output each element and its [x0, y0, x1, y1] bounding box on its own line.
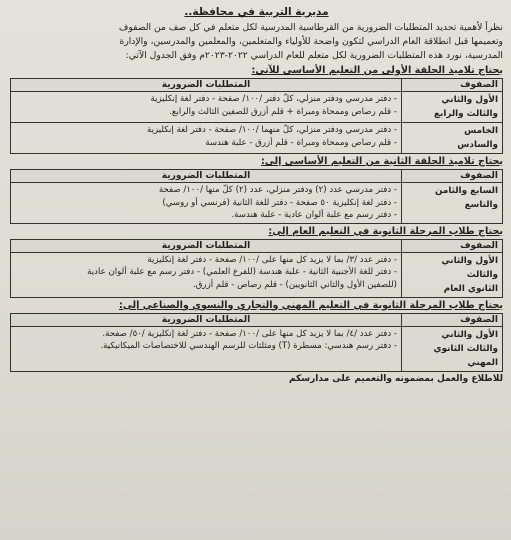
intro-paragraph	[10, 21, 503, 63]
section-title: يحتاج طلاب المرحلة الثانوية في التعليم المهني والتجاري والنسوي والصناعي إلى:	[118, 299, 503, 311]
table-row	[11, 252, 503, 297]
table-header-row	[11, 170, 503, 183]
requirement-line: - دفتر مدرسي ودفتر منزلي، كلّ منهما /١٠٠/ صفحة - دفتر لغة إنكليزية	[147, 125, 397, 135]
requirements-cell	[11, 92, 402, 123]
table-header-row	[11, 79, 503, 92]
grade-cell	[402, 252, 503, 297]
intro-line: نظراً لأهمية تحديد المتطلبات الضرورية من القرطاسية المدرسية لكل متعلم في كل صف من الصفوف	[118, 22, 503, 33]
table-row	[11, 326, 503, 371]
requirement-line: - دفتر لغة إنكليزية ٥٠ صفحة - دفتر للغة الثانية (فرنسي أو روسي)	[162, 197, 397, 208]
requirements-table	[10, 78, 503, 154]
document-heading: مديرية التربية في محافظة..	[184, 6, 329, 18]
section-title: يحتاج تلاميذ الحلقة الأولى من التعليم الأساسي للآتي:	[251, 65, 503, 76]
grade-line: والثالث	[466, 269, 498, 280]
column-header-grades: الصفوف	[402, 79, 503, 92]
grade-line: الثانوي العام	[443, 283, 498, 294]
table-header-row	[11, 313, 503, 326]
requirement-line: - دفتر للغة الأجنبية الثانية - علبة هندسة (للفرع العلمي) - دفتر رسم مع علبة ألوان عادية	[87, 267, 397, 277]
grade-line: والثالث والرابع	[434, 109, 498, 119]
grade-line: الأول والثاني	[441, 329, 498, 340]
grade-line: الأول والثاني	[441, 255, 498, 266]
grade-line: والتاسع	[464, 200, 498, 210]
requirements-cell	[11, 123, 402, 154]
grade-cell	[402, 123, 503, 154]
requirement-line: - دفتر رسم هندسي: مسطرة (T) ومثلثات للرسم الهندسي للاختصاصات الميكانيكية.	[100, 341, 397, 351]
section-title: يحتاج طلاب المرحلة الثانوية في التعليم العام إلى:	[268, 225, 503, 237]
table-row	[11, 123, 503, 154]
requirements-table	[10, 239, 503, 298]
requirement-line: - قلم رصاص وممحاة ومبراة + قلم أزرق للصفين الثالث والرابع.	[169, 106, 397, 117]
requirement-line: - دفتر مدرسي عدد (٢) ودفتر منزلي، عدد (٢) كلّ منها /١٠٠/ صفحة	[158, 185, 397, 195]
requirement-line: - دفتر عدد /٤/ بما لا يزيد كل منها على /١٠٠/ صفحة - دفتر لغة إنكليزية /٥٠/ صفحة.	[102, 328, 397, 339]
grade-line: والثالث الثانوي	[433, 343, 498, 354]
requirements-cell	[11, 183, 402, 224]
column-header-requirements: المتطلبات الضرورية	[11, 79, 402, 92]
requirements-table	[10, 313, 503, 372]
requirements-table	[10, 169, 503, 224]
column-header-requirements: المتطلبات الضرورية	[11, 313, 402, 326]
grade-cell	[402, 326, 503, 371]
table-header-row	[11, 239, 503, 252]
grade-cell	[402, 92, 503, 123]
requirement-line: - قلم رصاص وممحاة ومبراة - قلم أزرق - علبة هندسة	[205, 137, 397, 148]
closing-text: للاطلاع والعمل بمضمونه والتعميم على مدارسكم	[288, 373, 503, 384]
column-header-grades: الصفوف	[402, 239, 503, 252]
grade-line: والسادس	[457, 140, 498, 150]
requirement-line: - دفتر رسم مع علبة ألوان عادية - علبة هندسة.	[231, 210, 397, 220]
table-row	[11, 92, 503, 123]
column-header-grades: الصفوف	[402, 313, 503, 326]
column-header-requirements: المتطلبات الضرورية	[11, 239, 402, 252]
grade-cell	[402, 183, 503, 224]
requirements-cell	[11, 326, 402, 371]
section-title: يحتاج تلاميذ الحلقة الثانية من التعليم الأساسي إلى:	[261, 156, 503, 167]
column-header-grades: الصفوف	[402, 170, 503, 183]
grade-line: الخامس	[464, 126, 498, 136]
grade-line: السابع والثامن	[435, 186, 498, 196]
table-row	[11, 183, 503, 224]
intro-line: المدرسية، نورد هذه المتطلبات الضرورية لكل متعلم للعام الدراسي ٢٠٢٢-٢٠٢٣م وفق الجدول الآتي:	[125, 50, 503, 61]
requirement-line: (للصفين الأول والثاني الثانويين) - قلم رصاص - قلم أزرق.	[193, 279, 397, 290]
grade-line: المهني	[467, 357, 498, 368]
requirements-cell	[11, 252, 402, 297]
requirement-line: - دفتر مدرسي ودفتر منزلي، كلّ دفتر /١٠٠/ صفحة - دفتر لغة إنكليزية	[150, 94, 397, 104]
requirement-line: - دفتر عدد /٣/ بما لا يزيد كل منها على /١٠٠/ صفحة - دفتر لغة إنكليزية	[147, 254, 397, 265]
grade-line: الأول والثاني	[441, 95, 498, 105]
column-header-requirements: المتطلبات الضرورية	[11, 170, 402, 183]
intro-line: وتعميمها قبل انطلاقة العام الدراسي لتكون واضحة للأولياء والمتعلمين، والمعلمين والمدرسين، والإدارة	[119, 36, 503, 47]
